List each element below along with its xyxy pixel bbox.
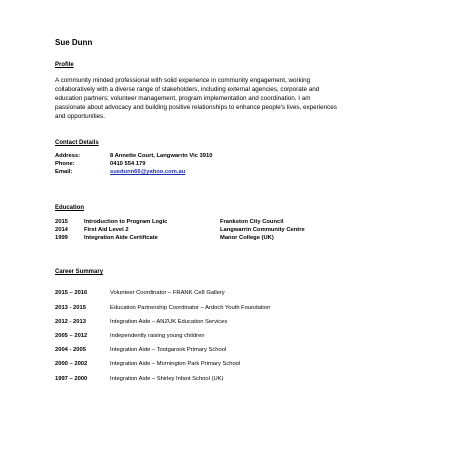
career-dates: 2015 – 2016 xyxy=(55,290,88,296)
career-dates: 2000 – 2002 xyxy=(55,361,88,367)
career-role: Integration Aide – Mornington Park Primary School xyxy=(110,361,241,367)
profile-line: A community minded professional with solid experience in community engagement, working xyxy=(55,77,311,84)
education-heading: Education xyxy=(55,205,85,211)
email-link[interactable]: suedunn66@yahoo.com.au xyxy=(110,169,186,175)
education-course: Integration Aide Certificate xyxy=(84,235,158,241)
profile-line: passionate about advocacy and building positive relationships to enhance people's lives, experiences xyxy=(55,104,337,111)
phone-value: 0410 554 179 xyxy=(110,161,146,167)
career-role: Integration Aide – ANZUK Education Services xyxy=(110,319,228,325)
education-institution: Langwarrin Community Centre xyxy=(220,227,305,233)
education-year: 1999 xyxy=(55,235,68,241)
email-label: Email: xyxy=(55,169,73,175)
resume-name: Sue Dunn xyxy=(55,38,93,47)
address-value: 8 Annette Court, Langwarrin Vic 3910 xyxy=(110,153,213,159)
career-dates: 2005 – 2012 xyxy=(55,333,88,339)
education-course: First Aid Level 2 xyxy=(84,227,129,233)
profile-text xyxy=(55,76,400,121)
profile-line: collaboratively with a diverse range of stakeholders, including external agencies, corporate and xyxy=(55,86,320,93)
profile-line: education partners; volunteer management, program implementation and coordination. I am xyxy=(55,95,311,102)
career-role: Integration Aide – Shirley Infant School (UK) xyxy=(110,376,224,382)
education-course: Introduction to Program Logic xyxy=(84,219,168,225)
education-year: 2014 xyxy=(55,227,68,233)
career-dates: 2012 - 2013 xyxy=(55,319,86,325)
profile-line: and opportunities. xyxy=(55,113,106,120)
career-role: Integration Aide – Tootgarook Primary School xyxy=(110,347,227,353)
education-institution: Manor College (UK) xyxy=(220,235,274,241)
contact-heading: Contact Details xyxy=(55,140,99,146)
career-role: Volunteer Coordinator – FRANK Ce8 Gallery xyxy=(110,290,225,296)
career-role: Independently raising young children xyxy=(110,333,205,339)
career-heading: Career Summary xyxy=(55,269,104,275)
career-role: Education Partnership Coordinator – Ardoch Youth Foundation xyxy=(110,305,271,311)
address-label: Address: xyxy=(55,153,81,159)
phone-label: Phone: xyxy=(55,161,75,167)
education-year: 2015 xyxy=(55,219,68,225)
career-dates: 2013 - 2015 xyxy=(55,305,86,311)
education-institution: Frankston City Council xyxy=(220,219,284,225)
career-dates: 2004 - 2005 xyxy=(55,347,86,353)
profile-heading: Profile xyxy=(55,62,74,68)
career-dates: 1997 – 2000 xyxy=(55,376,88,382)
